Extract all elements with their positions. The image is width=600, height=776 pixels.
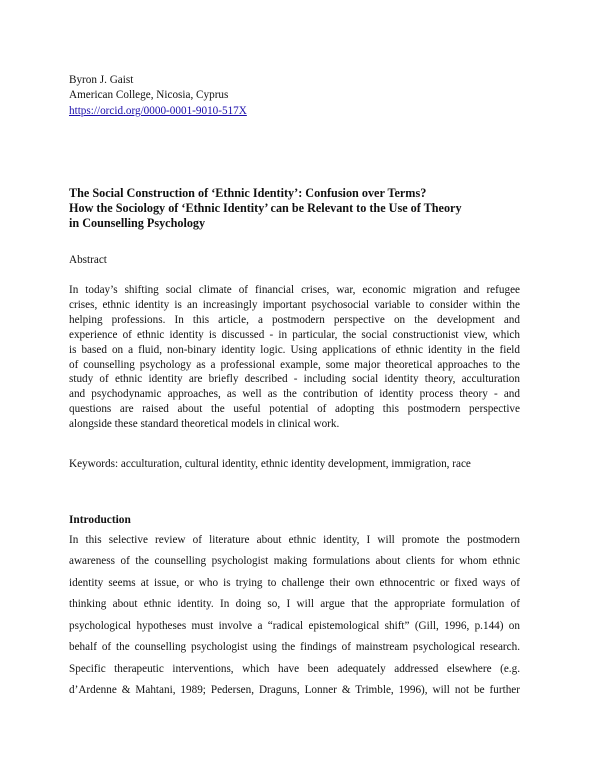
body-line: In this selective review of literature about ethnic identity, I will promote the postmodern [69,534,520,546]
body-line: Specific therapeutic interventions, which have been adequately addressed elsewhere (e.g. [69,662,520,675]
abstract-line: crises, ethnic identity is an increasingly important psychosocial variable to consider within the [69,298,520,311]
abstract-line: helping professions. In this article, a postmodern perspective on the development and [69,313,520,326]
abstract-line: of counselling psychology as a professional example, some major theoretical approaches to the [69,358,520,371]
body-line: identity seems at issue, or who is trying to challenge their own ethnocentric or fixed ways of [69,576,520,589]
author-name: Byron J. Gaist [69,74,134,86]
section-heading-introduction: Introduction [69,514,131,526]
abstract-line: In today’s shifting social climate of financial crises, war, economic migration and refugee [69,284,520,296]
keywords: Keywords: acculturation, cultural identity, ethnic identity development, immigration, race [69,458,471,470]
abstract-line: questions are raised about the useful potential of adopting this postmodern perspective [69,403,520,416]
author-affiliation: American College, Nicosia, Cyprus [69,89,229,101]
abstract-line: is based on a fluid, non-binary identity logic. Using applications of ethnic identity in the field [69,343,520,356]
title-line: The Social Construction of ‘Ethnic Identity’: Confusion over Terms? [69,186,427,200]
abstract-line: study of ethnic identity are briefly described - including social identity theory, acculturation [69,373,520,386]
abstract-line: and psychodynamic approaches, as well as the contribution of identity process theory - and [69,388,520,401]
abstract-text [69,283,520,432]
abstract-label: Abstract [69,254,107,266]
body-line: psychological hypotheses must involve a “radical epistemological shift” (Gill, 1996, p.144) on [69,619,520,632]
paper-title [69,186,539,232]
body-line: awareness of the counselling psychologist making formulations about clients for whom ethnic [69,555,520,568]
abstract-line: experience of ethnic identity is discussed - in particular, the social constructionist view, which [69,328,520,341]
introduction-text [69,530,520,702]
title-line: How the Sociology of ‘Ethnic Identity’ can be Relevant to the Use of Theory [69,201,462,216]
title-line: in Counselling Psychology [69,216,206,231]
orcid-link[interactable]: https://orcid.org/0000-0001-9010-517X [69,105,247,117]
body-line: thinking about ethnic identity. In doing so, I will argue that the appropriate formulation of [69,598,520,611]
body-line: behalf of the counselling psychologist using the findings of mainstream psychological research. [69,641,520,654]
abstract-line: alongside these standard theoretical models in clinical work. [69,418,340,431]
body-line: d’Ardenne & Mahtani, 1989; Pedersen, Draguns, Lonner & Trimble, 1996), will not be further [69,684,520,697]
